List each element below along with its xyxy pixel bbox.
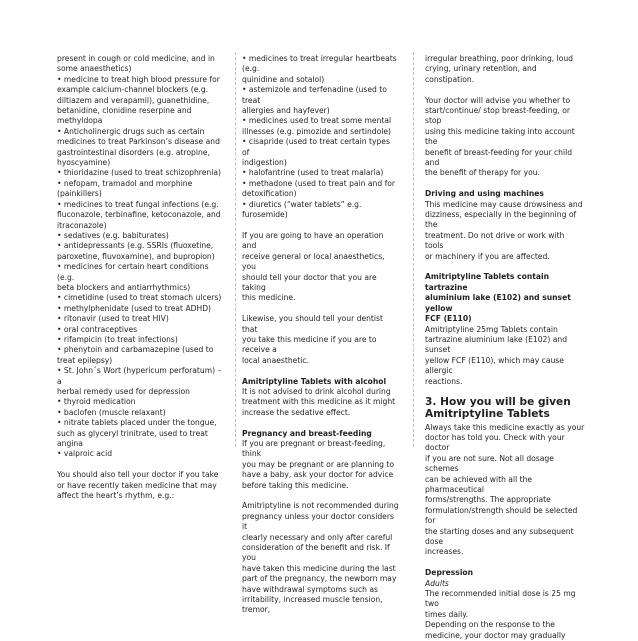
text-line: • ritonavir (used to treat HIV) xyxy=(57,314,169,324)
text-line: If you are pregnant or breast-feeding, think xyxy=(242,438,386,459)
text-line: crying, urinary retention, and constipation. xyxy=(425,64,537,84)
text-line: part of the pregnancy, the newborn may xyxy=(242,574,397,584)
pregnancy-risk-paragraph xyxy=(242,501,399,615)
text-line: dizziness, especially in the beginning of the xyxy=(425,210,577,230)
text-line: start/continue/ stop breast-feeding, or stop xyxy=(425,106,571,126)
text-line: • sedatives (e.g. babiturates) xyxy=(57,230,169,240)
pregnancy-heading: Pregnancy and breast-feeding xyxy=(242,428,372,438)
text-line: or have recently taken medicine that may xyxy=(57,480,217,490)
text-line: have a baby, ask your doctor for advice xyxy=(242,470,394,480)
text-line: gastrointestinal disorders (e.g. atropine, xyxy=(57,147,210,157)
text-line: doctor has told you. Check with your doctor xyxy=(425,432,565,453)
text-line: detoxification) xyxy=(242,189,297,199)
depression-heading: Depression xyxy=(425,568,474,578)
text-line: some anaesthetics) xyxy=(57,64,132,74)
column-1 xyxy=(57,54,227,501)
text-line: or machinery if you are affected. xyxy=(425,251,550,261)
text-line: If you are going to have an operation and xyxy=(242,230,384,251)
text-line: present in cough or cold medicine, and in xyxy=(57,54,215,63)
text-line: • Anticholinergic drugs such as certain xyxy=(57,126,205,136)
text-line: treatment with this medicine as it might xyxy=(242,397,396,407)
section-3-heading xyxy=(425,397,585,420)
text-line: Always take this medicine exactly as your xyxy=(425,422,585,432)
text-line: can be achieved with all the pharmaceutical xyxy=(425,474,533,494)
text-line: increases. xyxy=(425,547,464,557)
text-line: quinidine and sotalol) xyxy=(242,74,325,84)
text-line: Depending on the response to the xyxy=(425,620,555,630)
text-line: illnesses (e.g. pimozide and sertindole) xyxy=(242,126,392,136)
text-line: should tell your doctor that you are taking xyxy=(242,272,377,292)
text-line: • baclofen (muscle relaxant) xyxy=(57,407,166,417)
text-line: hyoscyamine) xyxy=(57,158,111,168)
text-line: FCF (E110) xyxy=(425,314,472,324)
text-line: methyldopa xyxy=(57,116,103,126)
text-line: • rifampicin (to treat infections) xyxy=(57,334,178,344)
text-line: you may be pregnant or are planning to xyxy=(242,459,395,469)
pregnancy-paragraph xyxy=(242,439,399,491)
text-line: • methylphenidate (used to treat ADHD) xyxy=(57,303,212,313)
text-line: fluconazole, terbinafine, ketoconazole, and xyxy=(57,210,221,220)
text-line: This medicine may cause drowsiness and xyxy=(425,199,583,209)
adults-subheading: Adults xyxy=(425,578,449,588)
column-divider xyxy=(235,52,236,447)
text-line: Amitriptyline is not recommended during xyxy=(242,501,399,511)
text-line: yellow FCF (E110), which may cause allergic xyxy=(425,355,564,376)
text-line: you take this medicine if you are to receive a xyxy=(242,334,377,355)
text-line: such as glyceryl trinitrate, used to treat xyxy=(57,428,208,438)
text-line: medicine, your doctor may gradually xyxy=(425,630,566,640)
text-line: • astemizole and terfenadine (used to treat xyxy=(242,85,387,105)
text-line: clearly necessary and only after careful xyxy=(242,532,393,542)
tartrazine-heading xyxy=(425,272,585,324)
text-line: before taking this medicine. xyxy=(242,480,349,490)
text-line: Amitriptyline Tablets contain tartrazine xyxy=(425,272,549,292)
depression-dose-paragraph xyxy=(425,589,585,641)
text-line: paroxetine, fluvoxamine), and bupropion) xyxy=(57,251,215,261)
text-line: tartrazine aluminium lake (E102) and sunset xyxy=(425,334,568,355)
text-line: • thyroid medication xyxy=(57,397,136,407)
alcohol-paragraph xyxy=(242,387,399,418)
column-divider xyxy=(413,52,414,447)
text-line: treat epilepsy) xyxy=(57,355,113,365)
text-line: benefit of breast-feeding for your child and xyxy=(425,147,573,168)
text-line: • St. John´s Wort (hypericum perforatum) – a xyxy=(57,366,222,386)
text-line: medicines to treat Parkinson’s disease and xyxy=(57,137,220,147)
text-line: • nitrate tablets placed under the tongue, xyxy=(57,418,217,428)
text-line: allergies and hayfever) xyxy=(242,106,330,116)
text-line: • phenytoin and carbamazepine (used to xyxy=(57,345,214,355)
text-line: the benefit of therapy for you. xyxy=(425,168,540,178)
text-line: example calcium-channel blockers (e.g. xyxy=(57,85,209,95)
text-line: • medicines for certain heart conditions (e.g. xyxy=(57,262,209,282)
text-line: betanidine, clonidine reserpine and xyxy=(57,106,192,116)
text-line: aluminium lake (E102) and sunset yellow xyxy=(425,293,571,313)
text-line: • thioridazine (used to treat schizophrenia) xyxy=(57,168,221,178)
text-line: • medicines to treat irregular heartbeats (e.g. xyxy=(242,54,397,74)
text-line: • nefopam, tramadol and morphine xyxy=(57,178,193,188)
text-line: forms/strengths. The appropriate xyxy=(425,495,551,505)
text-line: It is not advised to drink alcohol during xyxy=(242,386,391,396)
text-line: • oral contraceptives xyxy=(57,324,138,334)
column-3 xyxy=(425,54,585,641)
text-line: formulation/strength should be selected for xyxy=(425,505,578,526)
text-line: (painkillers) xyxy=(57,189,102,199)
tartrazine-paragraph xyxy=(425,325,585,387)
text-line: have withdrawal symptoms such as xyxy=(242,584,378,594)
text-line: The recommended initial dose is 25 mg two xyxy=(425,589,576,609)
alcohol-heading: Amitriptyline Tablets with alcohol xyxy=(242,376,387,386)
text-line: treatment. Do not drive or work with tools xyxy=(425,230,565,251)
driving-heading: Driving and using machines xyxy=(425,189,544,199)
dentist-paragraph xyxy=(242,314,399,366)
text-line: You should also tell your doctor if you take xyxy=(57,470,219,480)
text-line: diltiazem and verapamil), guanethidine, xyxy=(57,95,210,105)
text-line: irregular breathing, poor drinking, loud xyxy=(425,54,573,63)
driving-paragraph xyxy=(425,200,585,262)
text-line: itraconazole) xyxy=(57,220,107,230)
anaesthetic-paragraph xyxy=(242,231,399,304)
text-line: reactions. xyxy=(425,376,463,386)
text-line: local anaesthetic. xyxy=(242,355,309,365)
text-line: • cimetidine (used to treat stomach ulcers) xyxy=(57,293,222,303)
dosage-paragraph xyxy=(425,423,585,558)
text-line: 3. How you will be given xyxy=(425,396,571,409)
text-line: using this medicine taking into account the xyxy=(425,126,575,147)
text-line: increase the sedative effect. xyxy=(242,407,351,417)
text-line: times daily. xyxy=(425,609,469,619)
text-line: affect the heart’s rhythm, e.g.: xyxy=(57,491,175,501)
column-2 xyxy=(242,54,399,616)
text-line: irritability, increased muscle tension, tremor, xyxy=(242,595,383,615)
text-line: • diuretics (“water tablets” e.g. furosemide) xyxy=(242,199,362,220)
text-line: Amitriptyline 25mg Tablets contain xyxy=(425,324,558,334)
text-line: indigestion) xyxy=(242,158,287,168)
text-line: have taken this medicine during the last xyxy=(242,563,396,573)
text-line: this medicine. xyxy=(242,293,296,303)
text-line: Your doctor will advise you whether to xyxy=(425,95,571,105)
heart-rhythm-paragraph xyxy=(57,470,227,501)
text-line: • medicines to treat fungal infections (e.g. xyxy=(57,199,219,209)
interaction-list xyxy=(57,54,227,460)
withdrawal-paragraph xyxy=(425,54,585,85)
text-line: the starting doses and any subsequent dose xyxy=(425,526,574,546)
text-line: if you are not sure. Not all dosage schemes xyxy=(425,453,554,474)
text-line: pregnancy unless your doctor considers it xyxy=(242,511,394,532)
text-line: consideration of the benefit and risk. If you xyxy=(242,543,390,563)
text-line: • valproic acid xyxy=(57,449,113,459)
text-line: • methadone (used to treat pain and for xyxy=(242,178,396,188)
text-line: • cisapride (used to treat certain types of xyxy=(242,137,390,157)
text-line: Amitriptyline Tablets xyxy=(425,407,550,420)
text-line: Likewise, you should tell your dentist that xyxy=(242,314,383,334)
text-line: receive general or local anaesthetics, you xyxy=(242,251,385,272)
heart-rhythm-list xyxy=(242,54,399,221)
text-line: herbal remedy used for depression xyxy=(57,387,190,396)
text-line: • medicines used to treat some mental xyxy=(242,116,392,126)
text-line: • medicine to treat high blood pressure for xyxy=(57,74,220,84)
breastfeeding-paragraph xyxy=(425,96,585,179)
text-line: beta blockers and antiarrhythmics) xyxy=(57,282,191,292)
text-line: • halofantrine (used to treat malaria) xyxy=(242,168,384,178)
text-line: • antidepressants (e.g. SSRIs (fluoxetine, xyxy=(57,241,214,251)
text-line: angina xyxy=(57,439,83,449)
